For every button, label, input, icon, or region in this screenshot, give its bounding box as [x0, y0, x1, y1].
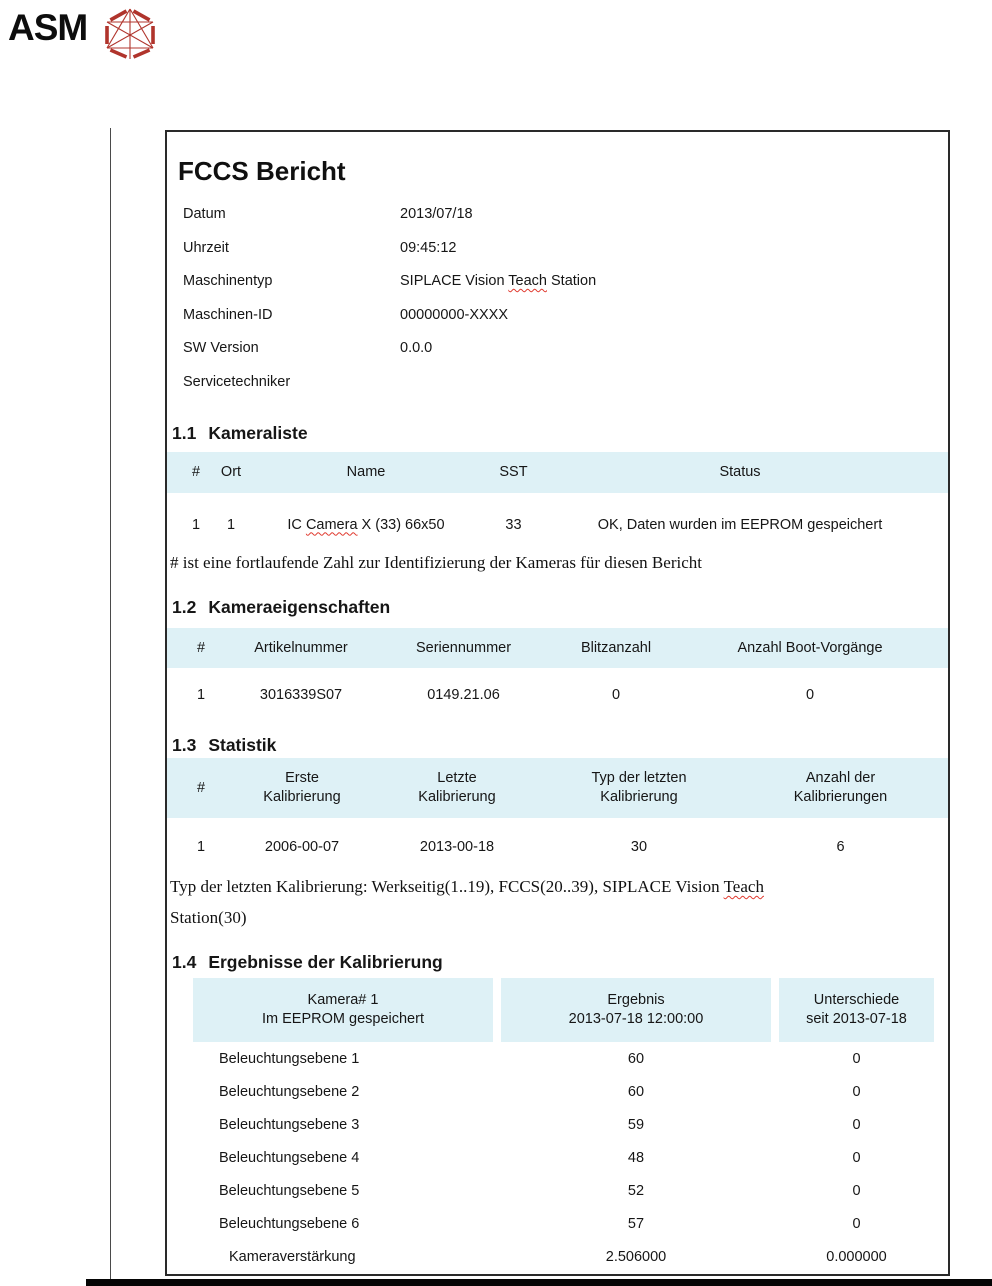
header-line: Kalibrierung	[418, 789, 496, 805]
column-header	[747, 769, 934, 807]
column-header: Artikelnummer	[254, 639, 348, 656]
cell-parameter: Beleuchtungsebene 6	[219, 1215, 360, 1232]
cell-ergebnis: 59	[627, 1116, 645, 1133]
statistik-footnote	[170, 872, 938, 933]
meta-row-servicetechniker	[183, 366, 934, 400]
cell-seriennummer: 0149.21.06	[427, 686, 500, 703]
cell-ergebnis: 60	[627, 1083, 645, 1100]
cell-anzahl-kalibrierungen: 6	[836, 838, 845, 855]
table-row	[179, 1141, 948, 1174]
kameraliste-data-row	[167, 510, 948, 540]
footnote-line	[170, 872, 938, 903]
cell-parameter: Kameraverstärkung	[229, 1248, 356, 1265]
column-header: Seriennummer	[415, 639, 512, 656]
statistik-data-row	[167, 832, 948, 862]
cell-parameter: Beleuchtungsebene 3	[219, 1116, 360, 1133]
spellcheck-marked-word: Camera	[305, 516, 358, 533]
cell-parameter: Beleuchtungsebene 4	[219, 1149, 360, 1166]
page-edge-left-line	[110, 128, 111, 1281]
cell-parameter: Beleuchtungsebene 1	[219, 1050, 360, 1067]
column-header: Status	[719, 464, 761, 480]
cell-parameter: Beleuchtungsebene 2	[219, 1083, 360, 1100]
meta-value-part: SIPLACE Vision	[400, 273, 509, 289]
report-title: FCCS Bericht	[178, 156, 346, 187]
cell-number: 1	[196, 686, 206, 703]
header-line: Erste	[285, 770, 319, 786]
cell-artikelnummer: 3016339S07	[259, 686, 343, 703]
meta-value: 0.0.0	[400, 340, 433, 356]
header-line: Kalibrierung	[263, 789, 341, 805]
kameraliste-footnote: # ist eine fortlaufende Zahl zur Identifizierung der Kameras für diesen Bericht	[170, 553, 702, 572]
column-header-kamera	[193, 978, 493, 1042]
page-edge-bottom-bar	[86, 1279, 992, 1286]
statistik-header-row	[167, 758, 948, 818]
section-heading-kameraliste	[172, 422, 934, 444]
cell-parameter: Beleuchtungsebene 5	[219, 1182, 360, 1199]
cell-number: 1	[196, 838, 206, 855]
meta-label: Datum	[183, 206, 226, 222]
header-line: Unterschiede	[813, 992, 900, 1008]
table-row	[179, 1108, 948, 1141]
meta-value: 00000000-XXXX	[400, 306, 509, 323]
header-line: Anzahl der	[805, 770, 876, 786]
cell-erste-kalibrierung: 2006-00-07	[264, 838, 340, 855]
table-row	[179, 1174, 948, 1207]
column-header: Blitzanzahl	[580, 639, 652, 656]
cell-number: 1	[191, 516, 201, 533]
meta-value	[400, 273, 596, 289]
cell-name-part: IC	[287, 516, 306, 533]
header-line: Ergebnis	[607, 992, 665, 1008]
cell-status: OK, Daten wurden im EEPROM gespeichert	[597, 516, 883, 533]
section-number: 1.4	[172, 952, 197, 972]
header-line: Typ der letzten	[591, 770, 687, 786]
column-header	[531, 769, 747, 807]
ergebnisse-header-row	[179, 978, 948, 1042]
meta-row-datum	[183, 198, 934, 232]
header-line: 2013-07-18 12:00:00	[568, 1011, 704, 1027]
meta-row-maschinentyp	[183, 265, 934, 299]
metadata-block	[183, 198, 934, 399]
meta-label: Maschinen-ID	[183, 306, 273, 323]
column-header: Name	[346, 464, 386, 480]
section-heading-ergebnisse	[172, 951, 934, 973]
meta-value: 2013/07/18	[400, 206, 473, 222]
cell-unterschied: 0	[852, 1182, 861, 1199]
cell-ergebnis: 2.506000	[605, 1248, 667, 1265]
header-line: Kamera# 1	[307, 992, 379, 1008]
ergebnisse-rows	[179, 1042, 948, 1273]
column-header: #	[196, 779, 206, 796]
meta-row-sw-version	[183, 332, 934, 366]
cell-sst: 33	[505, 516, 522, 533]
kameraeigenschaften-data-row	[167, 680, 948, 710]
column-header: #	[196, 639, 206, 656]
section-number: 1.2	[172, 597, 197, 617]
column-header: SST	[499, 464, 528, 480]
meta-row-uhrzeit	[183, 232, 934, 266]
report-frame	[165, 130, 950, 1276]
cell-unterschied: 0	[852, 1083, 861, 1100]
meta-label: Uhrzeit	[183, 239, 229, 256]
column-header: #	[191, 464, 201, 480]
section-title: Kameraeigenschaften	[208, 597, 391, 617]
cell-bootvorgaenge: 0	[805, 686, 815, 703]
column-header-ergebnis	[501, 978, 771, 1042]
table-row	[179, 1075, 948, 1108]
header-line: Im EEPROM gespeichert	[262, 1011, 424, 1027]
table-row	[179, 1042, 948, 1075]
header-line: Kalibrierung	[600, 789, 678, 805]
section-heading-kameraeigenschaften	[172, 596, 934, 618]
header-line: seit 2013-07-18	[806, 1011, 907, 1027]
kameraliste-header-row	[167, 452, 948, 493]
cell-unterschied: 0	[852, 1050, 861, 1067]
cell-ergebnis: 48	[627, 1149, 645, 1166]
column-header: Anzahl Boot-Vorgänge	[737, 639, 883, 656]
footnote-line: Station(30)	[170, 907, 247, 927]
cell-letzte-kalibrierung: 2013-00-18	[419, 838, 495, 855]
brand-header	[8, 6, 157, 62]
cell-blitzanzahl: 0	[611, 686, 621, 703]
header-line: Kalibrierungen	[793, 789, 888, 805]
cell-unterschied: 0	[852, 1116, 861, 1133]
column-header-unterschiede	[779, 978, 934, 1042]
cell-unterschied: 0	[852, 1215, 861, 1232]
section-title: Ergebnisse der Kalibrierung	[208, 952, 443, 972]
meta-label: SW Version	[183, 340, 259, 356]
cell-unterschied: 0	[852, 1149, 861, 1166]
table-row	[179, 1240, 948, 1273]
cell-ergebnis: 60	[627, 1050, 645, 1067]
section-number: 1.3	[172, 735, 197, 755]
asm-logo-text: ASM	[8, 7, 88, 48]
meta-label: Maschinentyp	[183, 273, 273, 289]
table-row	[179, 1207, 948, 1240]
column-header	[221, 769, 383, 807]
column-header	[383, 769, 531, 807]
cell-name-part: X (33) 66x50	[357, 516, 445, 533]
column-header: Ort	[220, 464, 242, 480]
cell-ergebnis: 57	[627, 1215, 645, 1232]
section-heading-statistik	[172, 734, 934, 756]
cell-ort: 1	[226, 516, 236, 533]
section-number: 1.1	[172, 423, 197, 443]
kameraeigenschaften-header-row	[167, 628, 948, 668]
meta-value: 09:45:12	[400, 239, 457, 256]
spellcheck-marked-word: Teach	[723, 877, 764, 896]
meta-label: Servicetechniker	[183, 373, 291, 390]
asm-hexagon-logo-icon	[103, 6, 157, 62]
meta-value-part: Station	[546, 273, 597, 289]
cell-ergebnis: 52	[627, 1182, 645, 1199]
spellcheck-marked-word: Teach	[508, 273, 547, 289]
cell-name	[251, 517, 481, 534]
section-title: Kameraliste	[208, 423, 308, 443]
cell-unterschied: 0.000000	[826, 1248, 887, 1265]
cell-typ-letzte-kalibrierung: 30	[630, 838, 648, 855]
footnote-text: Typ der letzten Kalibrierung: Werkseitig(1..19), FCCS(20..39), SIPLACE Vision	[170, 877, 724, 896]
header-line: Letzte	[437, 770, 477, 786]
section-title: Statistik	[208, 735, 277, 755]
meta-row-maschinen-id	[183, 299, 934, 333]
